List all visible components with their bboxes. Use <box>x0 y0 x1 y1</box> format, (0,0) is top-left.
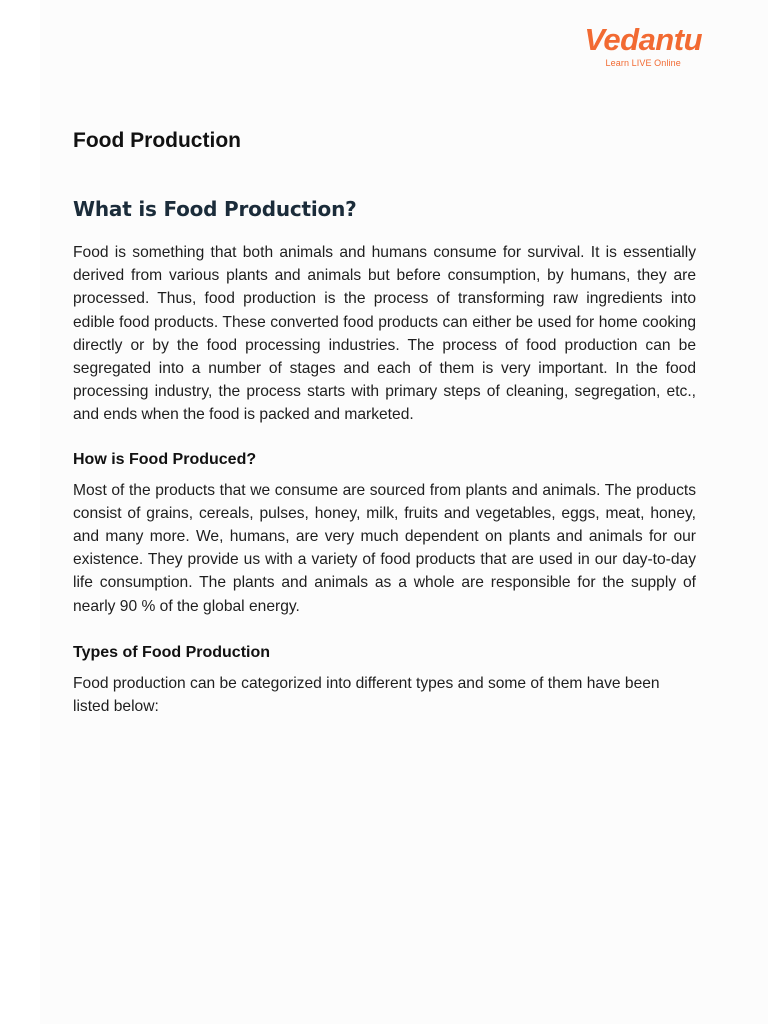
intro-paragraph: Food is something that both animals and humans consume for survival. It is essentially derived from various plants and animals but before consumption, by humans, they are processed. Thus, food production is the process of transforming raw ingredients into edible food products. These converted food products can either be used for home cooking directly or by the food processing industries. The process of food production can be segregated into a number of stages and each of them is very important. In the food processing industry, the process starts with primary steps of cleaning, segregation, etc., and ends when the food is packed and marketed. <box>73 244 696 424</box>
brand-wordmark: Vedantu <box>584 22 702 57</box>
brand-logo <box>584 24 702 68</box>
subsection-heading-how-produced: How is Food Produced? <box>73 450 257 468</box>
subsection-paragraph-how-produced: Most of the products that we consume are sourced from plants and animals. The products consist of grains, cereals, pulses, honey, milk, fruits and vegetables, eggs, meat, honey, and many more. We, humans, are very much dependent on plants and animals for our existence. They provide us with a variety of food products that are used in our day-to-day life consumption. The plants and animals as a whole are responsible for the supply of nearly 90 % of the global energy. <box>73 481 696 615</box>
subsection-heading-types: Types of Food Production <box>73 643 271 661</box>
section-heading: What is Food Production? <box>73 197 357 221</box>
brand-tagline: Learn LIVE Online <box>605 58 681 68</box>
subsection-paragraph-types: Food production can be categorized into different types and some of them have been listed below: <box>73 674 660 716</box>
document-title: Food Production <box>73 129 241 152</box>
document-content <box>73 127 696 718</box>
